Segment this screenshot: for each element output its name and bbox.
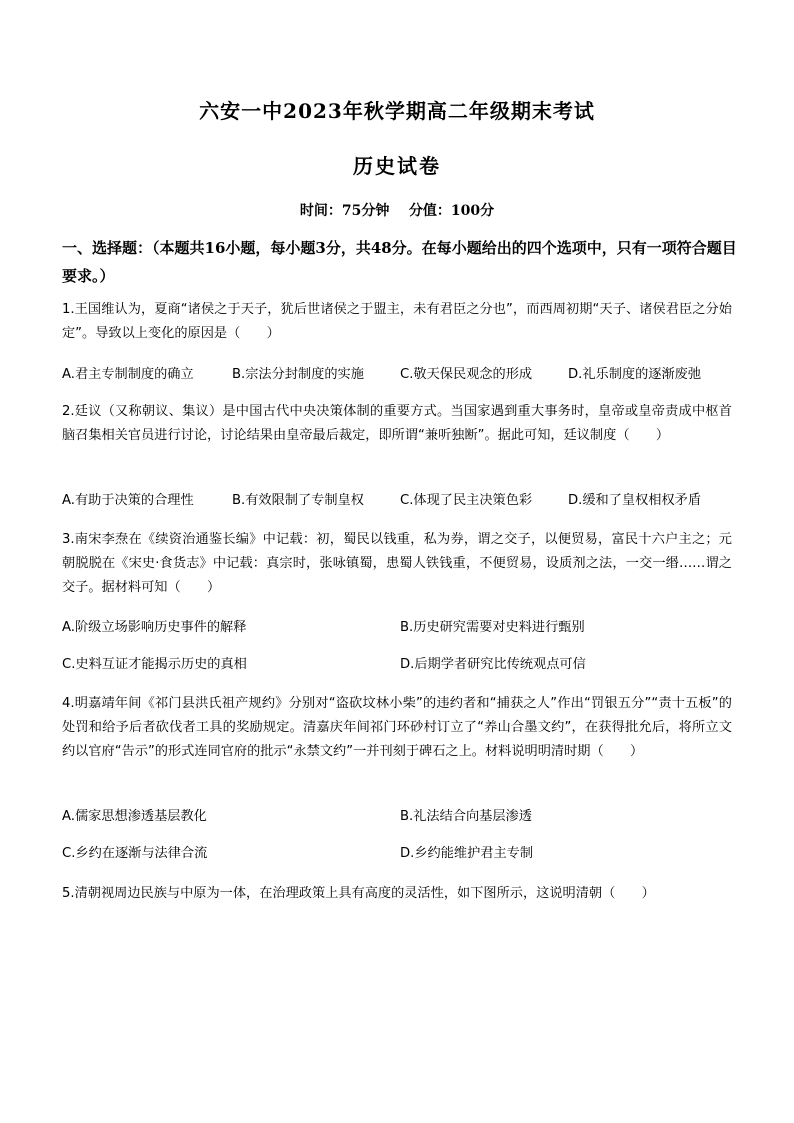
question-5-stem: 5.清朝视周边民族与中原为一体，在治理政策上具有高度的灵活性，如下图所示，这说明清朝（ ）: [62, 886, 655, 901]
option-a: A.有助于决策的合理性: [62, 493, 194, 508]
option-b: B.历史研究需要对史料进行甄别: [400, 620, 585, 635]
question-2-stem: 2.廷议（又称朝议、集议）是中国古代中央决策体制的重要方式。当国家遇到重大事务时，皇帝或皇帝责成中枢首脑召集相关官员进行讨论，讨论结果由皇帝最后裁定，即所谓“兼听独断”。据此可知，廷议制度（ ）: [62, 404, 732, 443]
question-4-options-row1: [62, 806, 742, 828]
question-3-options-row1: [62, 617, 742, 639]
option-c: C.乡约在逐渐与法律合流: [62, 846, 208, 861]
option-c: C.史料互证才能揭示历史的真相: [62, 657, 247, 672]
exam-meta: 时间：75分钟 分值：100分: [299, 203, 495, 219]
option-d: D.礼乐制度的逐渐废弛: [568, 367, 702, 382]
exam-subtitle: 历史试卷: [353, 154, 441, 178]
question-1-options: [62, 364, 742, 386]
exam-title: 六安一中2023年秋学期高二年级期末考试: [199, 99, 595, 123]
question-2-options: [62, 490, 742, 512]
question-4-stem: 4.明嘉靖年间《祁门县洪氏祖产规约》分别对“盗砍坟林小柴”的违约者和“捕获之人”作出“罚银五分”“责十五板”的处罚和给予后者砍伐者工具的奖励规定。清嘉庆年间祁门环砂村订立了“养山合墨文约”，在获得批允后，将所立文约以官府“告示”的形式连同官府的批示“永禁文约”一并刊刻于碑石之上。材料说明明清时期（ ）: [62, 696, 732, 759]
option-b: B.礼法结合向基层渗透: [400, 809, 532, 824]
option-d: D.缓和了皇权相权矛盾: [568, 493, 702, 508]
option-d: D.后期学者研究比传统观点可信: [400, 657, 586, 672]
section-heading: 一、选择题：（本题共16小题，每小题3分，共48分。在每小题给出的四个选项中，只有一项符合题目要求。）: [62, 239, 737, 285]
option-a: A.阶级立场影响历史事件的解释: [62, 620, 247, 635]
option-d: D.乡约能维护君主专制: [400, 846, 534, 861]
question-4-options-row2: [62, 843, 742, 865]
question-3-options-row2: [62, 654, 742, 676]
option-b: B.宗法分封制度的实施: [232, 367, 364, 382]
option-c: C.体现了民主决策色彩: [400, 493, 533, 508]
question-1-stem: 1.王国维认为，夏商“诸侯之于天子，犹后世诸侯之于盟主，未有君臣之分也”，而西周初期“天子、诸侯君臣之分始定”。导致以上变化的原因是（ ）: [62, 302, 732, 341]
option-b: B.有效限制了专制皇权: [232, 493, 364, 508]
option-a: A.儒家思想渗透基层教化: [62, 809, 207, 824]
option-a: A.君主专制制度的确立: [62, 367, 194, 382]
question-3-stem: 3.南宋李焘在《续资治通鉴长编》中记载：初，蜀民以钱重，私为券，谓之交子，以便贸易，富民十六户主之；元朝脱脱在《宋史·食货志》中记载：真宗时，张咏镇蜀，患蜀人铁钱重，不便贸易，设质剂之法，一交一缗……谓之交子。据材料可知（ ）: [62, 532, 732, 595]
option-c: C.敬天保民观念的形成: [400, 367, 533, 382]
